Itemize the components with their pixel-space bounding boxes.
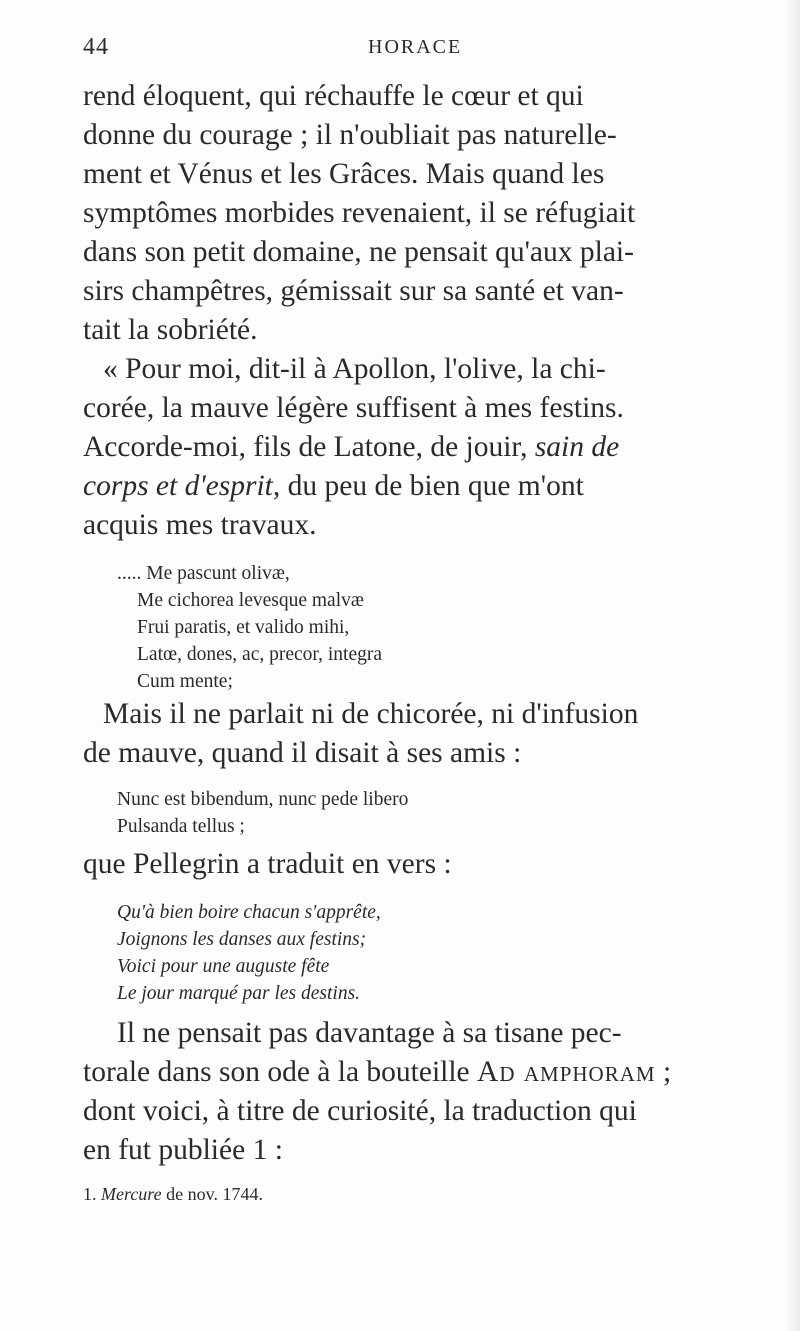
body-line bbox=[83, 1054, 671, 1090]
body-line: « Pour moi, dit-il à Apollon, l'olive, la chi- bbox=[103, 353, 606, 385]
body-text: ; bbox=[655, 1056, 672, 1088]
page-header bbox=[83, 34, 773, 64]
body-line: en fut publiée 1 : bbox=[83, 1134, 283, 1166]
footnote bbox=[83, 1184, 263, 1205]
body-text: Accorde-moi, fils de Latone, de jouir, bbox=[83, 431, 528, 463]
body-line: Il ne pensait pas davantage à sa tisane pec- bbox=[117, 1017, 622, 1049]
french-verse-line: Qu'à bien boire chacun s'apprête, bbox=[117, 902, 381, 923]
body-line: donne du courage ; il n'oubliait pas naturelle- bbox=[83, 119, 617, 151]
body-line: dans son petit domaine, ne pensait qu'aux plai- bbox=[83, 236, 634, 268]
latin-verse-line: Latœ, dones, ac, precor, integra bbox=[137, 644, 383, 665]
page-edge-shadow bbox=[786, 0, 800, 1331]
latin-verse-line: Nunc est bibendum, nunc pede libero bbox=[117, 789, 409, 810]
footnote-source: Mercure bbox=[101, 1184, 162, 1204]
latin-verse-line: Cum mente; bbox=[137, 671, 233, 692]
body-line: sirs champêtres, gémissait sur sa santé et van- bbox=[83, 275, 624, 307]
body-line: ment et Vénus et les Grâces. Mais quand les bbox=[83, 158, 605, 190]
italic-text: sain de bbox=[527, 431, 620, 463]
body-line: symptômes morbides revenaient, il se réfugiait bbox=[83, 197, 636, 229]
latin-verse-line: ..... Me pascunt olivæ, bbox=[117, 563, 290, 584]
french-verse-line: Le jour marqué par les destins. bbox=[117, 983, 361, 1004]
footnote-number: 1. bbox=[83, 1184, 97, 1204]
french-verse-line: Voici pour une auguste fête bbox=[117, 956, 330, 977]
latin-verse-line: Frui paratis, et valido mihi, bbox=[137, 617, 350, 638]
body-line: de mauve, quand il disait à ses amis : bbox=[83, 737, 522, 769]
body-line: tait la sobriété. bbox=[83, 314, 258, 346]
running-title: HORACE bbox=[368, 36, 463, 58]
french-verse-line: Joignons les danses aux festins; bbox=[117, 929, 367, 950]
latin-verse-line: Pulsanda tellus ; bbox=[117, 816, 245, 837]
footnote-text: de nov. 1744. bbox=[161, 1184, 263, 1204]
body-text: torale dans son ode à la bouteille bbox=[83, 1056, 478, 1088]
latin-verse-line: Me cichorea levesque malvæ bbox=[137, 590, 364, 611]
italic-text: corps et d'esprit, bbox=[83, 470, 281, 502]
body-line bbox=[83, 429, 619, 465]
body-line: rend éloquent, qui réchauffe le cœur et qui bbox=[83, 80, 584, 112]
body-line bbox=[83, 468, 584, 504]
body-line: Mais il ne parlait ni de chicorée, ni d'infusion bbox=[103, 698, 639, 730]
small-caps-text: Ad amphoram bbox=[477, 1056, 656, 1088]
body-text: du peu de bien que m'ont bbox=[280, 470, 584, 502]
body-line: corée, la mauve légère suffisent à mes festins. bbox=[83, 392, 624, 424]
body-line: que Pellegrin a traduit en vers : bbox=[83, 848, 452, 880]
body-line: acquis mes travaux. bbox=[83, 509, 317, 541]
page-number: 44 bbox=[83, 34, 109, 60]
body-line: dont voici, à titre de curiosité, la traduction qui bbox=[83, 1095, 637, 1127]
